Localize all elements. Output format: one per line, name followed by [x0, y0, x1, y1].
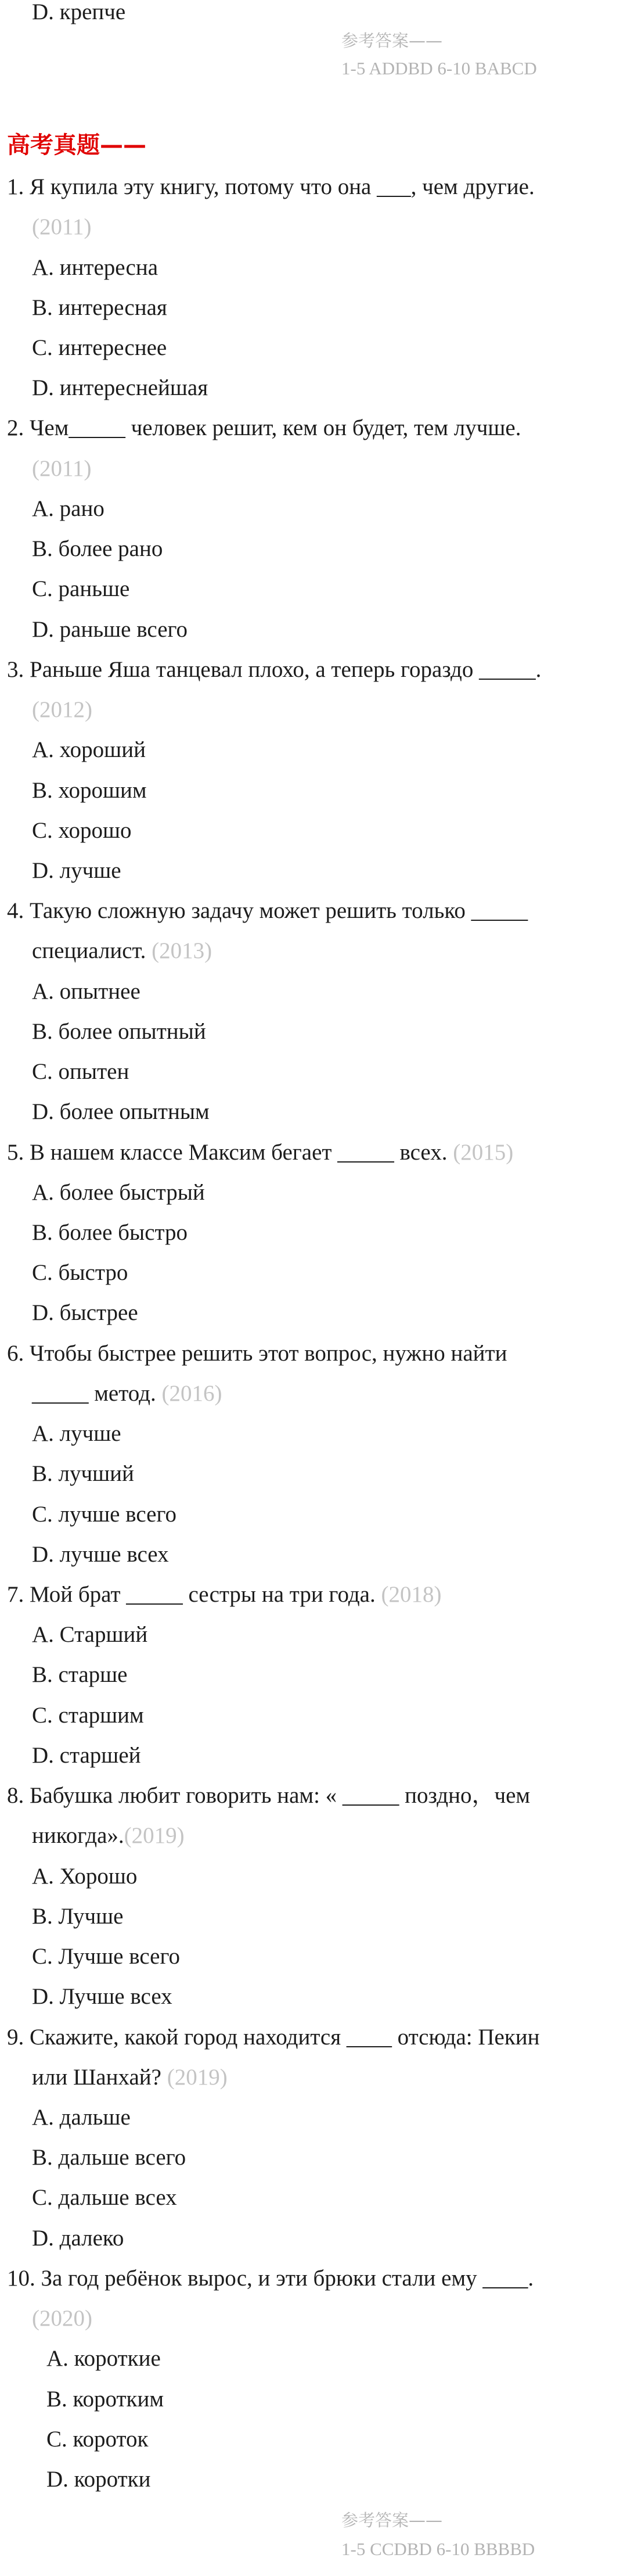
- question-1-year: (2011): [32, 214, 92, 239]
- question-8-cont: никогда».(2019): [32, 1823, 185, 1848]
- question-4-option-c: C. опытен: [32, 1059, 129, 1084]
- question-6-option-c: C. лучше всего: [32, 1502, 176, 1527]
- question-1-option-d: D. интереснейшая: [32, 375, 208, 400]
- question-10: 10. За год ребёнок вырос, и эти брюки стали ему ____.: [7, 2266, 534, 2291]
- question-2-option-c: C. раньше: [32, 576, 130, 601]
- question-7-option-a: A. Старший: [32, 1622, 148, 1647]
- question-8-option-c: C. Лучше всего: [32, 1944, 181, 1969]
- question-8-option-d: D. Лучше всех: [32, 1984, 172, 2009]
- question-4: 4. Такую сложную задачу может решить только _____: [7, 898, 528, 923]
- question-7-year: (2018): [381, 1582, 442, 1607]
- question-2-option-b: B. более рано: [32, 536, 163, 561]
- question-7: 7. Мой брат _____ сестры на три года. (2018): [7, 1582, 442, 1607]
- question-4-cont: специалист. (2013): [32, 938, 212, 963]
- answer-key-value: 1-5 ADDBD 6-10 BABCD: [341, 58, 537, 78]
- question-3: 3. Раньше Яша танцевал плохо, а теперь гораздо _____.: [7, 657, 542, 682]
- question-2-year: (2011): [32, 456, 92, 481]
- question-9-option-d: D. далеко: [32, 2226, 124, 2251]
- question-9: 9. Скажите, какой город находится ____ отсюда: Пекин: [7, 2025, 540, 2050]
- question-10-option-a: A. короткие: [46, 2346, 161, 2371]
- answer-key-label-2: 参考答案——: [341, 2510, 443, 2530]
- section-title: 高考真题——: [7, 132, 146, 159]
- question-6-option-a: A. лучше: [32, 1421, 121, 1446]
- question-2-option-a: A. рано: [32, 496, 105, 521]
- question-4-option-b: B. более опытный: [32, 1019, 206, 1044]
- question-9-cont: или Шанхай? (2019): [32, 2065, 228, 2090]
- question-4-year: (2013): [152, 938, 212, 963]
- question-8-year: (2019): [124, 1823, 185, 1848]
- question-8-option-b: B. Лучше: [32, 1904, 124, 1929]
- question-3-year: (2012): [32, 697, 92, 722]
- question-8-option-a: A. Хорошо: [32, 1864, 138, 1889]
- answer-key-value-2: 1-5 CCDBD 6-10 BBBBD: [341, 2539, 535, 2559]
- question-7-option-b: B. старше: [32, 1662, 128, 1687]
- question-3-option-c: C. хорошо: [32, 818, 132, 843]
- question-5-option-b: B. более быстро: [32, 1220, 188, 1245]
- question-2-option-d: D. раньше всего: [32, 617, 188, 642]
- question-5-option-a: A. более быстрый: [32, 1180, 205, 1205]
- question-5-option-d: D. быстрее: [32, 1300, 138, 1325]
- question-10-option-d: D. коротки: [46, 2467, 151, 2492]
- question-9-option-b: B. дальше всего: [32, 2145, 186, 2170]
- question-10-option-b: B. коротким: [46, 2387, 164, 2412]
- question-9-option-a: A. дальше: [32, 2105, 131, 2130]
- question-1-option-c: C. интереснее: [32, 335, 167, 360]
- question-9-option-c: C. дальше всех: [32, 2185, 177, 2210]
- prev-option-d: D. крепче: [32, 0, 126, 24]
- question-10-option-c: C. короток: [46, 2427, 149, 2452]
- question-3-option-b: B. хорошим: [32, 778, 147, 803]
- question-7-option-d: D. старшей: [32, 1743, 141, 1768]
- question-4-option-d: D. более опытным: [32, 1099, 210, 1124]
- question-6-cont: _____ метод. (2016): [32, 1381, 222, 1406]
- question-6-option-b: B. лучший: [32, 1461, 134, 1486]
- question-7-option-c: C. старшим: [32, 1703, 144, 1728]
- question-3-option-a: A. хороший: [32, 737, 146, 762]
- question-9-year: (2019): [167, 2065, 228, 2090]
- question-6-year: (2016): [161, 1381, 222, 1406]
- answer-key-label: 参考答案——: [341, 31, 443, 51]
- question-5-year: (2015): [453, 1140, 514, 1165]
- question-6: 6. Чтобы быстрее решить этот вопрос, нужно найти: [7, 1341, 507, 1366]
- question-10-year: (2020): [32, 2306, 92, 2331]
- question-2: 2. Чем_____ человек решит, кем он будет, тем лучше.: [7, 415, 521, 440]
- question-3-option-d: D. лучше: [32, 858, 121, 883]
- question-1: 1. Я купила эту книгу, потому что она ___, чем другие.: [7, 174, 535, 199]
- question-6-option-d: D. лучше всех: [32, 1542, 169, 1567]
- question-1-option-a: A. интересна: [32, 255, 158, 280]
- question-8: 8. Бабушка любит говорить нам: « _____ поздно，чем: [7, 1783, 531, 1808]
- question-1-option-b: B. интересная: [32, 295, 167, 320]
- question-5: 5. В нашем классе Максим бегает _____ всех. (2015): [7, 1140, 514, 1165]
- question-5-option-c: C. быстро: [32, 1260, 128, 1285]
- question-4-option-a: A. опытнее: [32, 979, 140, 1004]
